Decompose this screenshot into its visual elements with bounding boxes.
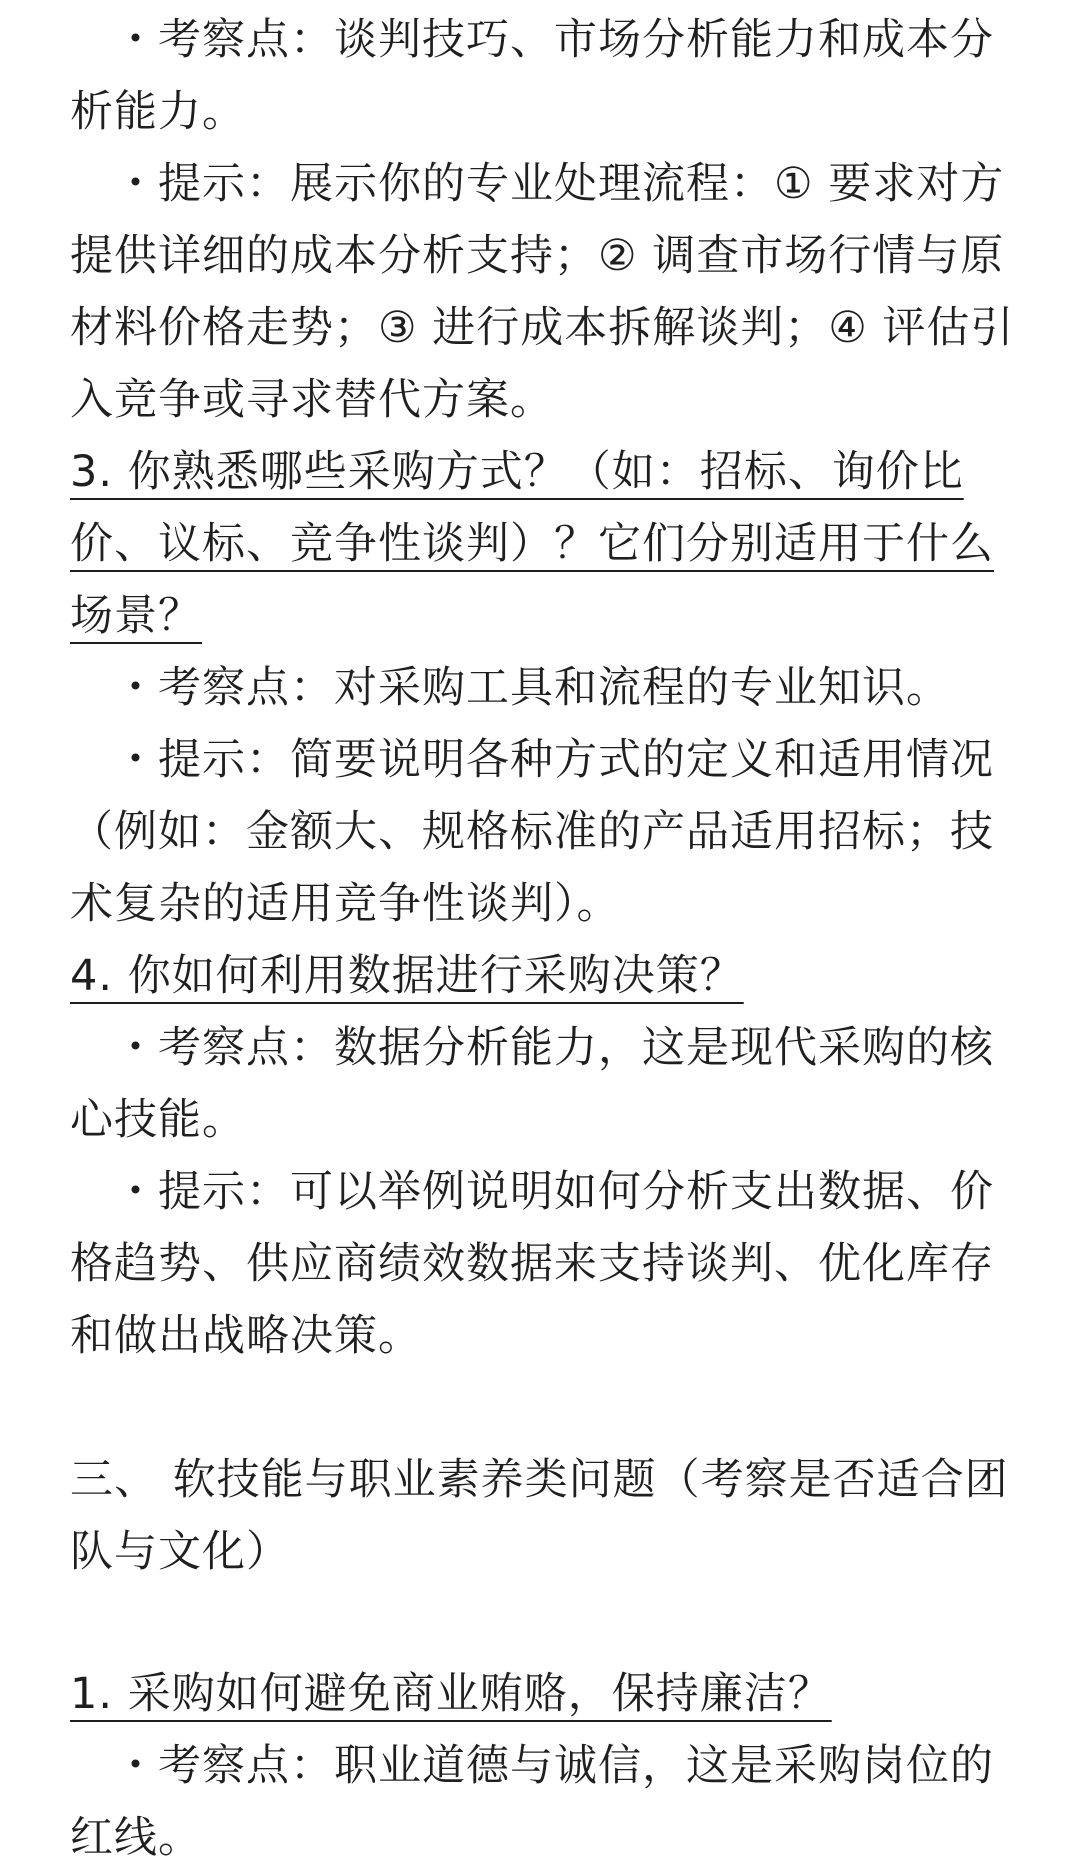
question-1-anti-bribery: 1. 采购如何避免商业贿赂，保持廉洁？: [70, 1669, 832, 1719]
spacer: [70, 1372, 1015, 1444]
bullet-focus-ethics: ・考察点：职业道德与诚信，这是采购岗位的红线。: [70, 1741, 994, 1863]
bullet-hint-data: ・提示：可以举例说明如何分析支出数据、价格趋势、供应商绩效数据来支持谈判、优化库存和做出战略决策。: [70, 1167, 994, 1361]
bullet-hint-methods: ・提示：简要说明各种方式的定义和适用情况（例如：金额大、规格标准的产品适用招标；技术复杂的适用竞争性谈判）。: [70, 735, 994, 929]
bullet-focus-data: ・考察点：数据分析能力，这是现代采购的核心技能。: [70, 1023, 994, 1145]
bullet-hint-cost-process: ・提示：展示你的专业处理流程：① 要求对方提供详细的成本分析支持；② 调查市场行情与原材料价格走势；③ 进行成本拆解谈判；④ 评估引入竞争或寻求替代方案。: [70, 159, 1015, 425]
section-heading-soft-skills: 三、 软技能与职业素养类问题（考察是否适合团队与文化）: [70, 1455, 1009, 1577]
bullet-focus-tools: ・考察点：对采购工具和流程的专业知识。: [70, 663, 950, 713]
question-3-procurement-methods: 3. 你熟悉哪些采购方式？（如：招标、询价比价、议标、竞争性谈判）？它们分别适用于什么场景？: [70, 447, 994, 641]
spacer: [70, 1588, 1015, 1658]
question-4-data-decisions: 4. 你如何利用数据进行采购决策？: [70, 951, 744, 1001]
bullet-focus-negotiation: ・考察点：谈判技巧、市场分析能力和成本分析能力。: [70, 15, 994, 137]
document-body: [70, 4, 1015, 1874]
